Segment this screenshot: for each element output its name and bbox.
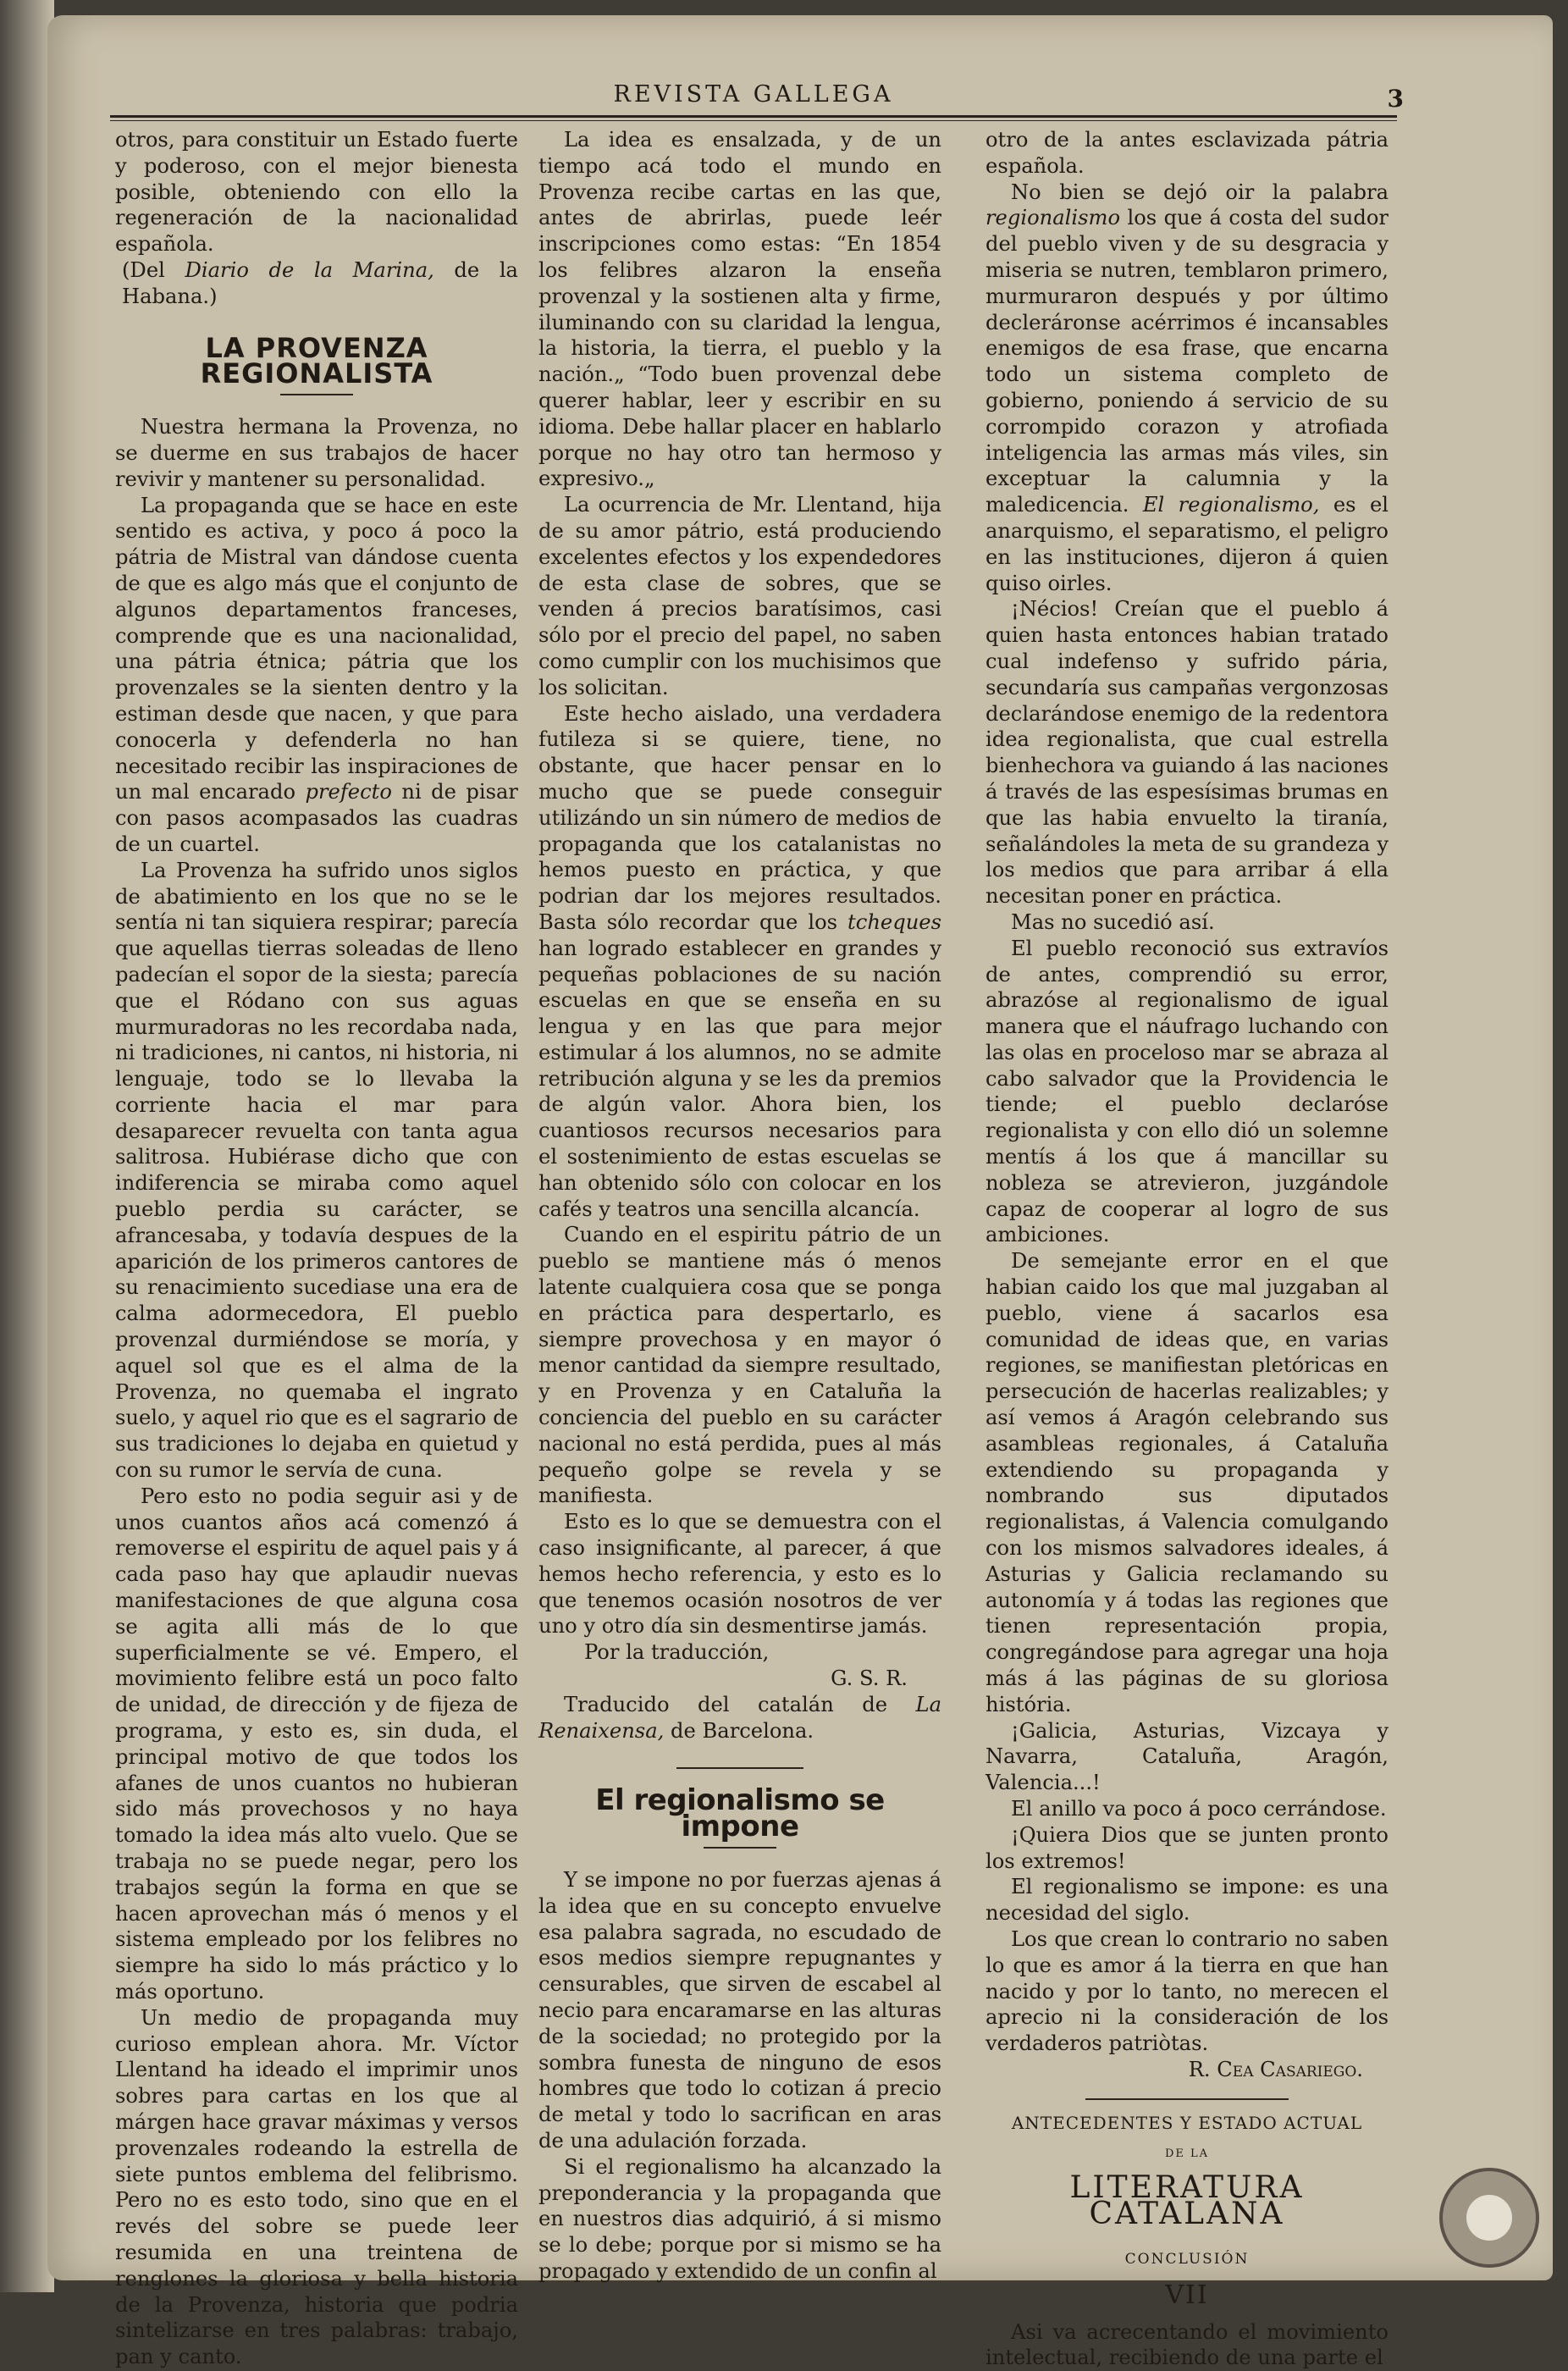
paragraph-text: han logrado establecer en grandes y pequeñas poblaciones de su nación escuelas en que se enseña en su lengua y en las que para mejor estimular á los alumnos, no se admite retribución alguna y se les da premios de algún valor. Ahora bien, los cuantiosos recursos necesarios para el sostenimiento de estas escuelas se han obtenido sólo con colocar en los cafés y teatros una sencilla alcancía. bbox=[538, 936, 941, 1221]
italic-word: prefecto bbox=[305, 780, 392, 804]
paragraph: Esto es lo que se demuestra con el caso insignificante, al parecer, á que hemos hecho referencia, y esto es lo que tenemos ocasión nosotros de ver uno y otro día sin desmentirse jamás. bbox=[538, 1510, 941, 1639]
paragraph bbox=[538, 701, 941, 1223]
section-subheading: CONCLUSIÓN bbox=[1124, 2250, 1250, 2268]
section-heading-main: LITERATURA CATALANA bbox=[1069, 2170, 1305, 2232]
signature: R. Cea Casariego. bbox=[1188, 2057, 1363, 2081]
paragraph: Cuando en el espiritu pátrio de un pueblo se mantiene más ó menos latente cualquiera cosa que se ponga en práctica para despertarlo, es siempre provechosa y en mayor ó menor cantidad da siempre resultado, y en Provenza y en Cataluña la conciencia del pueblo en su carácter nacional no está perdida, pues al más pequeño golpe se revela y se manifiesta. bbox=[538, 1223, 941, 1508]
section-rule bbox=[676, 1767, 803, 1769]
paragraph: De semejante error en el que habian caido los que mal juzgaban al pueblo, viene á sacarlos esa comunidad de ideas que, en varias regiones, se manifiestan pletóricas en persecución de hacerlas realizables; y así vemos á Aragón celebrando sus asambleas regionales, á Cataluña extendiendo su propaganda y nombrando sus diputados regionalistas, á Valencia comulgando con los mismos salvadores ideales, á Asturias y Galicia reclamando su autonomía y á todas las regiones que tienen representación propia, congregándose para agregar una hoja más á las páginas de su gloriosa história. bbox=[986, 1249, 1389, 1716]
paragraph bbox=[538, 1692, 941, 1744]
heading-rule bbox=[280, 394, 353, 395]
signature: G. S. R. bbox=[831, 1666, 908, 1691]
paragraph: El pueblo reconoció sus extravíos de antes, comprendió su error, abrazóse al regionalismo de igual manera que el náufrago luchando con las olas en proceloso mar se abraza al cabo salvador que la Providencia le tiende; el pueblo declaróse regionalista y con ello dió un solemne mentís á los que á mancillar su nobleza se atrevieron, juzgándole capaz de cooperar al logro de sus ambiciones. bbox=[986, 936, 1389, 1247]
italic-word: El regionalismo, bbox=[1142, 493, 1320, 517]
page-header bbox=[110, 81, 1404, 115]
source-text: de la Habana.) bbox=[122, 257, 518, 308]
paragraph: Pero esto no podia seguir asi y de unos cuantos años acá comenzó á removerse el espiritu de aquel pais y á cada paso hay que aplaudir nuevas manifestaciones de que alguna cosa se agita alli más de lo que superficialmente se vé. Empero, el movimiento felibre está un poco falto de unidad, de dirección y de fijeza de programa, y esto es, sin duda, el principal motivo de que todos los afanes de unos cuantos no hubieran sido más provechosos y no haya tomado la idea más alto vuelo. Que se trabaja no se puede negar, pero los trabajos según la forma en que se hacen aprovechan más ó menos y el sistema empleado por los felibres no siempre ha sido lo más práctico y lo más oportuno. bbox=[115, 1484, 518, 2003]
paragraph: Y se impone no por fuerzas ajenas á la idea que en su concepto envuelve esa palabra sagrada, no escudado de esos medios siempre repugnantes y censurables, que sirven de escabel al necio para encaramarse en las alturas de la sociedad; no protegido por la sombra funesta de ninguno de esos hombres que todo lo cotizan á precio de metal y todo lo sacrifican en aras de una adulación forzada. bbox=[538, 1868, 941, 2153]
italic-word: regionalismo bbox=[986, 206, 1121, 230]
paragraph: La Provenza ha sufrido unos siglos de abatimiento en los que no se le sentía ni tan siquiera respirar; parecía que aquellas tierras soleadas de lleno padecían el sopor de la siesta; parecía que el Ródano con sus aguas murmuradoras no les recordaba nada, ni tradiciones, ni cantos, ni historia, ni lenguaje, todo se lo llevaba la corriente hacia el mar para desaparecer revuelta con tanta agua salitrosa. Hubiérase dicho que con indiferencia se miraba como aquel pueblo perdia su carácter, se afrancesaba, y todavía despues de la aparición de los primeros cantores de su renacimiento sucediase una era de calma adormecedora, El pueblo provenzal durmiéndose se moría, y aquel sol que es el alma de la Provenza, no quemaba el ingrato suelo, y aquel rio que es el sagrario de sus tradiciones lo dejaba en quietud y con su rumor le servía de cuna. bbox=[115, 858, 518, 1483]
chapter-number: VII bbox=[1165, 2280, 1209, 2310]
paragraph-text: La propaganda que se hace en este sentido es activa, y poco á poco la pátria de Mistral van dándose cuenta de que es algo más que el conjunto de algunos departamentos franceses, comprende que es una nacionalidad, una pátria étnica; pátria que los provenzales se la sienten dentro y la estiman desde que nacen, y que para conocerla y defenderla no han necesitado recibir las inspiraciones de un mal encarado bbox=[115, 493, 518, 804]
paragraph-text: Traducido del catalán de bbox=[564, 1692, 916, 1716]
header-rule-thin bbox=[110, 120, 1397, 121]
section-rule bbox=[1085, 2098, 1289, 2100]
paragraph: Si el regionalismo ha alcanzado la preponderancia y la propaganda que en nuestros dias adquirió, á si mismo se lo debe; porque por si mismo se ha propagado y extendido de un confin al bbox=[538, 2154, 941, 2283]
paragraph: Asi va acrecentando el movimiento intelectual, recibiendo de una parte el bbox=[986, 2319, 1389, 2370]
column-middle bbox=[538, 127, 941, 2285]
paragraph: otro de la antes esclavizada pátria española. bbox=[986, 128, 1389, 178]
italic-word: La Renaixensa, bbox=[538, 1692, 941, 1743]
paragraph: La ocurrencia de Mr. Llentand, hija de su amor pátrio, está produciendo excelentes efectos y los expendedores de esta clase de sobres, que se venden á precios baratísimos, casi sólo por el precio del papel, no saben como cumplir con los muchisimos que los solicitan. bbox=[538, 493, 941, 699]
paragraph-text: es el anarquismo, el separatismo, el peligro en las instituciones, dijeron á quien quiso oirles. bbox=[986, 493, 1389, 595]
italic-word: tcheques bbox=[847, 909, 941, 934]
paragraph bbox=[986, 180, 1389, 597]
paragraph: ¡Quiera Dios que se junten pronto los extremos! bbox=[986, 1822, 1389, 1873]
section-heading-connector: DE LA bbox=[1164, 2147, 1210, 2160]
paragraph-text: de Barcelona. bbox=[664, 1718, 814, 1743]
source-citation bbox=[115, 257, 518, 310]
paragraph: Por la traducción, bbox=[584, 1640, 770, 1665]
paragraph: otros, para constituir un Estado fuerte y poderoso, con el mejor bienesta posible, obteniendo con ello la regeneración de la nacionalidad española. bbox=[115, 128, 518, 257]
library-stamp bbox=[1439, 2168, 1539, 2268]
article-heading: LA PROVENZA REGIONALISTA bbox=[200, 331, 433, 390]
paragraph: Un medio de propaganda muy curioso emplean ahora. Mr. Víctor Llentand ha ideado el imprimir unos sobres para cartas en los que al márgen hace gravar máximas y versos provenzales rodeando la estrella de siete puntos emblema del felibrismo. Pero no es esto todo, sino que en el revés del sobre se puede leer resumida en una treintena de renglones la gloriosa y bella historia de la Provenza, historia que podria sintelizarse en tres palabras: trabajo, pan y canto. bbox=[115, 2005, 518, 2369]
running-title: REVISTA GALLEGA bbox=[613, 81, 894, 108]
paragraph-text: ni de pisar con pasos acompasados las cuadras de un cuartel. bbox=[115, 780, 518, 856]
stamp-center bbox=[1466, 2195, 1512, 2241]
article-heading: El regionalismo se impone bbox=[595, 1783, 885, 1844]
paragraph: El regionalismo se impone: es una necesidad del siglo. bbox=[986, 1875, 1389, 1926]
section-heading-top: ANTECEDENTES Y ESTADO ACTUAL bbox=[1011, 2112, 1363, 2133]
paragraph: Los que crean lo contrario no saben lo que es amor á la tierra en que han nacido y por lo tanto, no merecen el aprecio ni la consideración de los verdaderos patriòtas. bbox=[986, 1926, 1389, 2056]
paragraph: ¡Galicia, Asturias, Vizcaya y Navarra, Cataluña, Aragón, Valencia...! bbox=[986, 1718, 1389, 1795]
paragraph: Mas no sucedió así. bbox=[1011, 909, 1215, 934]
heading-rule bbox=[704, 1847, 776, 1849]
source-text: (Del bbox=[122, 257, 185, 282]
source-name: Diario de la Marina, bbox=[185, 257, 434, 282]
page-number: 3 bbox=[1387, 85, 1404, 113]
header-rule bbox=[110, 115, 1397, 118]
paragraph-text: los que á costa del sudor del pueblo viven y de su desgracia y miseria se nutren, temblaron primero, murmuraron después y por último decleráronse acérrimos é incansables enemigos de esa frase, que encarna todo un sistema completo de gobierno, poniendo á servicio de su corrompido corazon y atrofiada inteligencia las armas más viles, sin exceptuar la calumnia y la maledicencia. bbox=[986, 206, 1389, 517]
paragraph: ¡Nécios! Creían que el pueblo á quien hasta entonces habian tratado cual indefenso y sufrido pária, secundaría sus campañas vergonzosas declarándose enemigo de la redentora idea regionalista, que cual estrella bienhechora va guiando á las naciones á través de las espesísimas brumas en que las habia envuelto la tiranía, señalándoles la meta de su grandeza y los medios que para arribar á ella necesitan poner en práctica. bbox=[986, 597, 1389, 909]
column-left bbox=[115, 127, 518, 2370]
column-right bbox=[986, 127, 1389, 2371]
book-spine bbox=[0, 0, 54, 2292]
paragraph-text: No bien se dejó oir la palabra bbox=[1011, 180, 1389, 204]
paragraph bbox=[115, 493, 518, 858]
paragraph: La idea es ensalzada, y de un tiempo acá todo el mundo en Provenza recibe cartas en las que, antes de abrirlas, puede leér inscripciones como estas: “En 1854 los felibres alzaron la enseña provenzal y la sostienen alta y firme, iluminando con su claridad la lengua, la historia, la tierra, el pueblo y la nación.„ “Todo buen provenzal debe querer hablar, leer y escribir en su idioma. Debe hallar placer en hablarlo porque no hay otro tan hermoso y expresivo.„ bbox=[538, 128, 941, 491]
paragraph-text: Este hecho aislado, una verdadera futileza si se quiere, tiene, no obstante, que hacer pensar en lo mucho que se puede conseguir utilizándo un sin número de medios de propaganda que los catalanistas no hemos puesto en práctica, y que podrian dar los mejores resultados. Basta sólo recordar que los bbox=[538, 701, 941, 934]
paragraph: El anillo va poco á poco cerrándose. bbox=[1011, 1797, 1387, 1821]
paragraph: Nuestra hermana la Provenza, no se duerme en sus trabajos de hacer revivir y mantener su personalidad. bbox=[115, 415, 518, 491]
